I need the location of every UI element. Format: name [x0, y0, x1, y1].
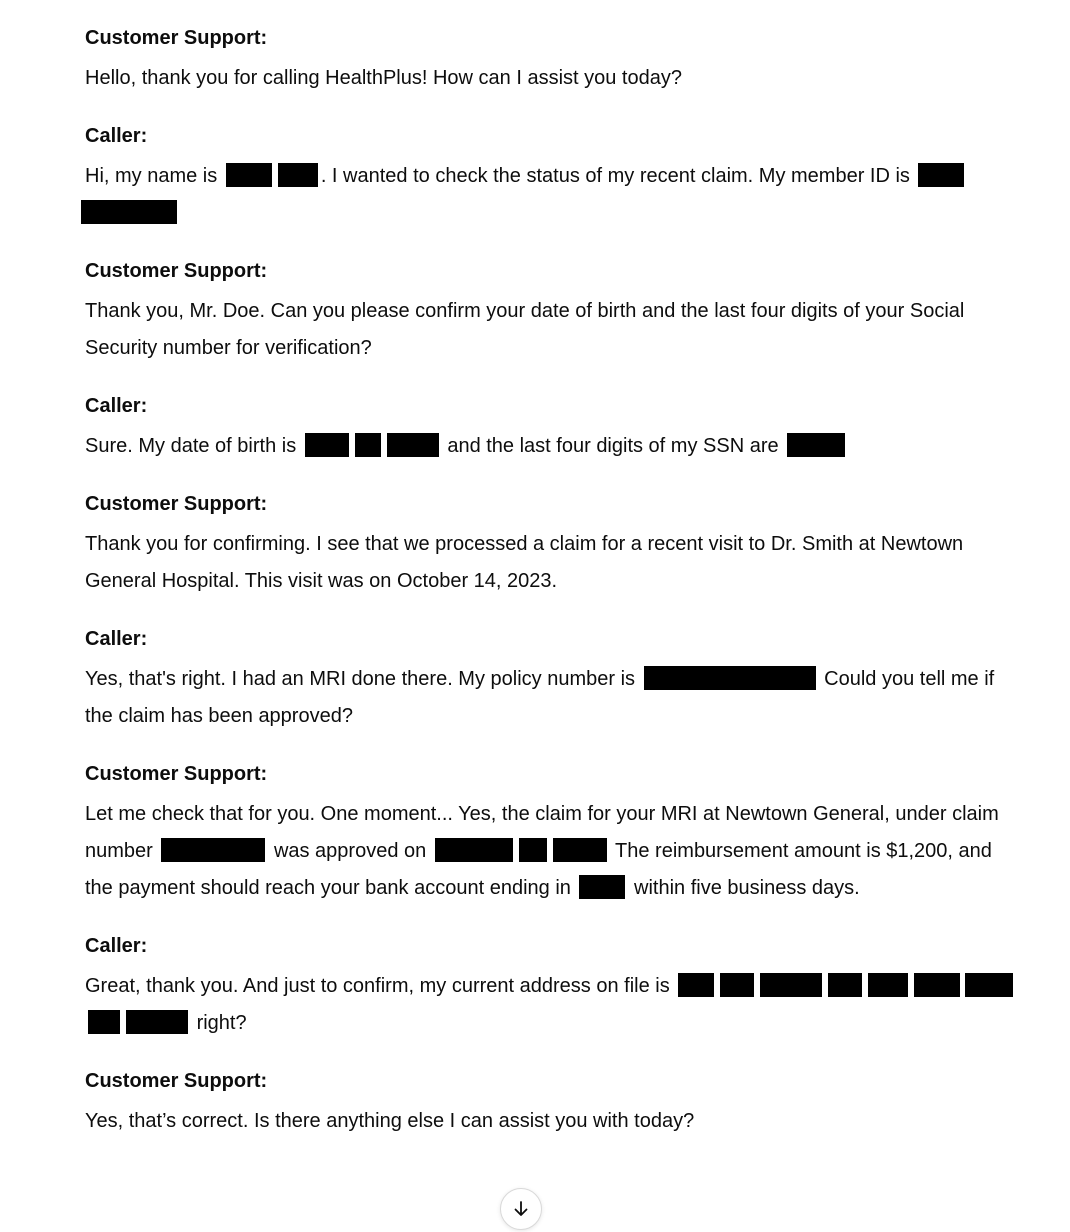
message-segment: Let me check that for you. One moment... Yes, the claim for your MRI at Newtown General, under claim number	[85, 803, 999, 862]
message-segment: Thank you for confirming. I see that we processed a claim for a recent visit to Dr. Smith at Newtown General Hospital. This visit was on October 14, 2023.	[85, 533, 964, 592]
speaker-label: Caller:	[85, 125, 148, 147]
dialogue-turn	[85, 1067, 1020, 1140]
redaction-block	[918, 163, 964, 187]
message-segment: The reimbursement amount is $1,200, and the payment should reach your bank account ending in	[85, 840, 992, 899]
speaker-label: Customer Support:	[85, 1070, 268, 1092]
redaction-block	[760, 973, 822, 997]
message-text	[85, 60, 1020, 97]
redaction-block	[965, 973, 1013, 997]
redaction-block	[678, 973, 714, 997]
redaction-block	[278, 163, 318, 187]
redaction-block	[720, 973, 754, 997]
speaker-label: Customer Support:	[85, 27, 268, 49]
redaction-block	[355, 433, 381, 457]
redaction-block	[81, 200, 177, 224]
redaction-block	[387, 433, 439, 457]
message-segment: Great, thank you. And just to confirm, my current address on file is	[85, 975, 670, 997]
message-segment: . I wanted to check the status of my recent claim. My member ID is	[320, 165, 910, 187]
redaction-block	[435, 838, 513, 862]
message-segment: Sure. My date of birth is	[85, 435, 297, 457]
redaction-block	[914, 973, 960, 997]
redaction-block	[579, 875, 625, 899]
scroll-to-bottom-button[interactable]	[500, 1188, 542, 1230]
speaker-label: Customer Support:	[85, 763, 268, 785]
message-text	[85, 158, 1020, 232]
message-segment: Could you tell me if the claim has been approved?	[85, 668, 995, 727]
dialogue-turn	[85, 392, 1020, 465]
dialogue-turn	[85, 625, 1020, 735]
message-text	[85, 796, 1020, 907]
dialogue-turn	[85, 122, 1020, 232]
redaction-block	[787, 433, 845, 457]
message-segment: Yes, that's right. I had an MRI done there. My policy number is	[85, 668, 636, 690]
redaction-block	[868, 973, 908, 997]
message-segment: was approved on	[273, 840, 427, 862]
message-text	[85, 428, 1020, 465]
chat-transcript	[85, 24, 1020, 1165]
speaker-label: Customer Support:	[85, 260, 268, 282]
redaction-block	[519, 838, 547, 862]
message-segment: Hello, thank you for calling HealthPlus! How can I assist you today?	[85, 67, 682, 89]
redaction-block	[88, 1010, 120, 1034]
redaction-block	[126, 1010, 188, 1034]
message-segment: Yes, that’s correct. Is there anything else I can assist you with today?	[85, 1110, 695, 1132]
speaker-label: Caller:	[85, 935, 148, 957]
redaction-block	[553, 838, 607, 862]
dialogue-turn	[85, 257, 1020, 367]
speaker-label: Caller:	[85, 628, 148, 650]
message-segment: Hi, my name is	[85, 165, 218, 187]
message-text	[85, 293, 1020, 367]
dialogue-turn	[85, 490, 1020, 600]
redaction-block	[644, 666, 816, 690]
speaker-label: Customer Support:	[85, 493, 268, 515]
redaction-block	[161, 838, 265, 862]
dialogue-turn	[85, 760, 1020, 907]
dialogue-turn	[85, 24, 1020, 97]
message-text	[85, 1103, 1020, 1140]
redaction-block	[226, 163, 272, 187]
message-segment: within five business days.	[634, 877, 860, 899]
dialogue-turn	[85, 932, 1020, 1042]
arrow-down-icon	[511, 1199, 531, 1219]
message-segment: Thank you, Mr. Doe. Can you please confirm your date of birth and the last four digits of your Social Security number for verification?	[85, 300, 965, 359]
speaker-label: Caller:	[85, 395, 148, 417]
message-segment: right?	[196, 1012, 247, 1034]
message-text	[85, 661, 1020, 735]
message-text	[85, 968, 1020, 1042]
redaction-block	[305, 433, 349, 457]
redaction-block	[828, 973, 862, 997]
message-segment: and the last four digits of my SSN are	[447, 435, 779, 457]
message-text	[85, 526, 1020, 600]
